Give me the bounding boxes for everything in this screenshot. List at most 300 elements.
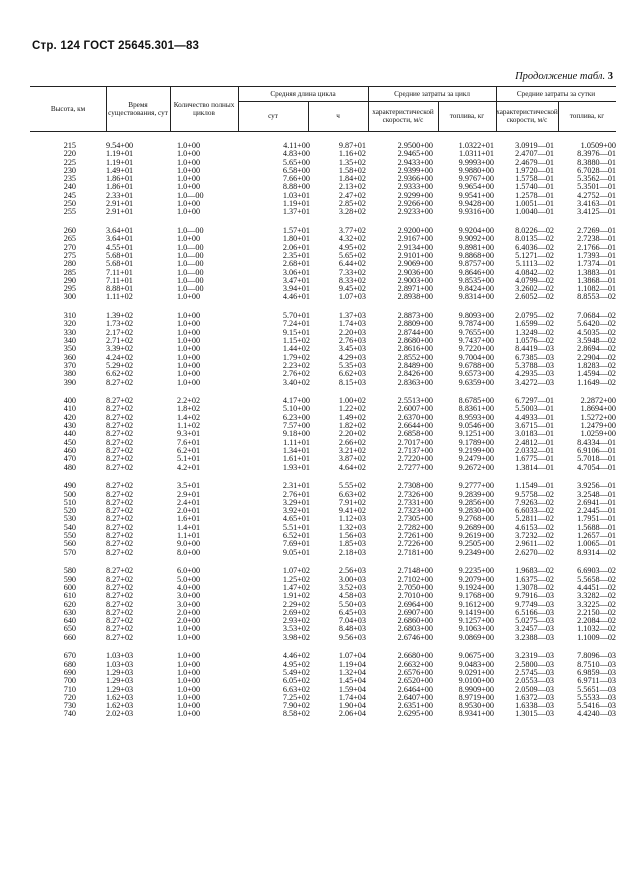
cell-time: 1.19+01 [106,149,134,159]
cell-fuel-daily: 2.6941—01 [577,497,616,507]
cell-time: 3.39+02 [106,344,134,354]
cell-cycles: 1.0+00 [177,199,201,209]
cell-fuel: 9.0291+00 [458,667,494,677]
cell-fuel-daily: 1.8283—02 [577,360,616,370]
cell-fuel-daily: 1.1009—02 [577,632,616,642]
cell-time: 8.27+02 [106,582,134,592]
cell-time: 1.39+02 [106,311,134,321]
cell-cycles: 5.0+00 [177,574,201,584]
cell-hours: 2.66+02 [338,437,366,447]
cell-fuel-daily: 8.9314—02 [577,547,616,557]
cell-char-speed-daily: 1.2578—01 [515,190,554,200]
cell-height: 360 [63,352,76,362]
cell-fuel-daily: 3.9256—01 [577,481,616,491]
cell-height: 660 [63,632,76,642]
cell-char-speed: 2.6407+00 [397,692,433,702]
cell-cycles: 9.0+00 [177,539,201,549]
cell-cycles: 1.0+00 [177,352,201,362]
cell-char-speed-daily: 2.6270—02 [515,547,554,557]
cell-fuel-daily: 1.8694+00 [580,404,616,414]
cell-time: 2.17+02 [106,327,134,337]
cell-time: 2.33+01 [106,190,134,200]
table-row [30,293,616,301]
cell-fuel: 9.9880+00 [458,165,494,175]
cell-fuel: 9.1251+00 [458,429,494,439]
cell-height: 390 [63,377,76,387]
cell-char-speed-daily: 3.2602—02 [515,284,554,294]
cell-height: 540 [63,522,76,532]
cell-char-speed: 2.6007+00 [397,404,433,414]
cell-cycles: 1.0+00 [177,676,201,686]
cell-time: 8.27+02 [106,591,134,601]
cell-hours: 5.55+02 [338,481,366,491]
cell-hours: 8.33+02 [338,275,366,285]
cell-fuel: 9.2777+00 [458,481,494,491]
cell-height: 470 [63,454,76,464]
cell-cycles: 3.0+00 [177,591,201,601]
cell-fuel-daily: 5.3501—01 [577,182,616,192]
cell-char-speed: 2.6632+00 [397,659,433,669]
divider [238,87,239,131]
cell-cycles: 1.0+00 [177,377,201,387]
column-header-cycle-costs: Средние затраты за цикл [394,90,470,98]
cell-hours: 1.19+04 [338,659,366,669]
cell-days: 2.35+01 [282,250,310,260]
cell-char-speed-daily: 6.7297—01 [515,396,554,406]
cell-height: 310 [63,311,76,321]
divider [170,87,171,131]
cell-height: 730 [63,701,76,711]
cell-time: 8.27+02 [106,412,134,422]
column-header-hours: ч [336,112,340,120]
cell-fuel-daily: 4.5035—02 [577,327,616,337]
cell-char-speed-daily: 8.4419—03 [515,344,554,354]
cell-cycles: 1.0+00 [177,141,201,150]
cell-height: 330 [63,327,76,337]
cell-fuel-daily: 1.1082—01 [577,284,616,294]
cell-char-speed: 2.9200+00 [397,226,433,236]
cell-height: 280 [63,259,76,269]
cell-hours: 4.58+03 [338,591,366,601]
cell-time: 1.29+03 [106,667,134,677]
cell-cycles: 1.0+00 [177,234,201,244]
cell-cycles: 1.0+00 [177,692,201,702]
cell-fuel-daily: 5.5651—03 [577,684,616,694]
cell-cycles: 1.0+00 [177,632,201,642]
cell-cycles: 1.0+00 [177,165,201,175]
cell-days: 2.23+02 [282,360,310,370]
cell-char-speed-daily: 6.4036—02 [515,242,554,252]
cell-fuel: 9.0100+00 [458,676,494,686]
row-group [30,312,616,387]
cell-fuel-daily: 2.2150—02 [577,607,616,617]
cell-height: 340 [63,336,76,346]
cell-fuel-daily: 3.2548—01 [577,489,616,499]
cell-fuel: 9.2349+00 [458,547,494,557]
cell-fuel-daily: 1.3868—01 [577,275,616,285]
cell-char-speed: 2.6520+00 [397,676,433,686]
cell-fuel: 9.0675+00 [458,651,494,661]
cell-char-speed-daily: 5.0275—03 [515,616,554,626]
cell-days: 1.61+01 [282,454,310,464]
cell-fuel-daily: 2.2445—01 [577,506,616,516]
cell-fuel: 9.2235+00 [458,566,494,576]
cell-char-speed: 2.8363+00 [397,377,433,387]
cell-days: 6.58+00 [282,165,310,175]
cell-height: 580 [63,566,76,576]
cell-cycles: 4.2+01 [177,462,201,472]
cell-days: 1.80+01 [282,234,310,244]
cell-char-speed: 2.6295+00 [397,709,433,719]
cell-time: 7.11+01 [106,275,133,285]
column-header-cycles: Количество полных циклов [173,101,235,117]
cell-height: 220 [63,149,76,159]
cell-fuel-daily: 5.7018—01 [577,454,616,464]
cell-hours: 5.65+02 [338,250,366,260]
column-header-time: Время существования, сут [108,101,168,117]
cell-char-speed: 2.9465+00 [397,149,433,159]
cell-char-speed: 2.7010+00 [397,591,433,601]
cell-char-speed: 2.7102+00 [397,574,433,584]
cell-char-speed-daily: 9.5758—02 [515,489,554,499]
cell-char-speed: 2.9366+00 [397,174,433,184]
cell-cycles: 1.0+00 [177,319,201,329]
cell-hours: 9.41+02 [338,506,366,516]
cell-hours: 1.12+03 [338,514,366,524]
cell-cycles: 1.0+00 [177,207,201,217]
cell-days: 1.15+02 [282,336,310,346]
cell-height: 600 [63,582,76,592]
cell-height: 460 [63,445,76,455]
cell-fuel-daily: 1.3883—01 [577,267,616,277]
cell-char-speed: 2.8971+00 [397,284,433,294]
cell-fuel-daily: 8.3976—01 [577,149,616,159]
cell-char-speed: 2.7220+00 [397,454,433,464]
cell-char-speed-daily: 6.7385—03 [515,352,554,362]
cell-days: 4.65+01 [282,514,310,524]
cell-fuel: 9.9316+00 [458,207,494,217]
cell-height: 640 [63,616,76,626]
cell-cycles: 1.0+00 [177,659,201,669]
cell-hours: 7.91+02 [338,497,366,507]
cell-char-speed: 2.9233+00 [397,207,433,217]
column-header-char-speed: характеристической скорости, м/с [372,108,434,124]
cell-fuel: 9.1257+00 [458,616,494,626]
cell-hours: 7.33+02 [338,267,366,277]
cell-cycles: 1.0—00 [177,267,204,277]
cell-fuel: 9.1789+00 [458,437,494,447]
cell-fuel: 9.8868+00 [458,250,494,260]
cell-fuel-daily: 5.5416—03 [577,701,616,711]
cell-time: 8.27+02 [106,454,134,464]
cell-char-speed: 2.9500+00 [397,141,433,150]
cell-fuel: 9.2839+00 [458,489,494,499]
cell-time: 1.73+02 [106,319,134,329]
cell-char-speed: 2.9003+00 [397,275,433,285]
cell-char-speed-daily: 8.0135—02 [515,234,554,244]
cell-time: 2.02+03 [106,709,134,719]
cell-hours: 4.32+02 [338,234,366,244]
cell-cycles: 1.0+00 [177,336,201,346]
cell-days: 9.15+01 [282,327,310,337]
cell-hours: 6.63+02 [338,489,366,499]
cell-height: 610 [63,591,76,601]
cell-char-speed-daily: 4.2935—03 [515,369,554,379]
cell-hours: 6.44+02 [338,259,366,269]
cell-cycles: 1.0+00 [177,651,201,661]
cell-height: 300 [63,292,76,302]
cell-cycles: 1.0+00 [177,292,201,302]
cell-hours: 9.56+03 [338,632,366,642]
cell-char-speed-daily: 4.0799—02 [515,275,554,285]
cell-hours: 9.45+02 [338,284,366,294]
cell-char-speed: 2.7326+00 [397,489,433,499]
cell-fuel-daily: 5.5533—03 [577,692,616,702]
cell-hours: 2.20+03 [338,327,366,337]
cell-fuel-daily: 4.4240—03 [577,709,616,719]
cell-char-speed: 2.7277+00 [397,462,433,472]
table-row [30,634,616,642]
cell-time: 8.27+02 [106,481,134,491]
cell-time: 1.86+01 [106,174,134,184]
cell-days: 4.11+00 [283,141,310,150]
cell-cycles: 1.0+00 [177,344,201,354]
cell-hours: 3.87+02 [338,454,366,464]
cell-fuel-daily: 1.4594—02 [577,369,616,379]
cell-hours: 1.85+03 [338,539,366,549]
cell-fuel-daily: 1.7374—01 [577,259,616,269]
cell-fuel-daily: 5.3562—01 [577,174,616,184]
cell-height: 250 [63,199,76,209]
cell-hours: 1.37+03 [338,311,366,321]
cell-hours: 3.00+03 [338,574,366,584]
cell-hours: 1.82+02 [338,421,366,431]
cell-cycles: 9.3+01 [177,429,201,439]
cell-char-speed-daily: 5.2811—02 [515,514,554,524]
cell-days: 2.69+02 [282,607,310,617]
cell-hours: 4.29+03 [338,352,366,362]
cell-days: 1.19+01 [282,199,310,209]
cell-char-speed-daily: 1.5758—01 [515,174,554,184]
cell-hours: 2.13+02 [338,182,366,192]
cell-hours: 2.76+03 [338,336,366,346]
divider [438,101,439,131]
cell-height: 700 [63,676,76,686]
cell-days: 1.79+02 [282,352,310,362]
cell-char-speed: 2.7148+00 [397,566,433,576]
cell-hours: 1.32+03 [338,522,366,532]
cell-hours: 8.48+03 [338,624,366,634]
cell-days: 1.47+02 [282,582,310,592]
cell-hours: 2.20+02 [338,429,366,439]
cell-time: 8.27+02 [106,607,134,617]
cell-char-speed-daily: 4.6153—02 [515,522,554,532]
cell-time: 9.54+00 [106,141,134,150]
cell-height: 400 [63,396,76,406]
cell-fuel: 9.7437+00 [458,336,494,346]
cell-height: 260 [63,226,76,236]
cell-char-speed: 2.8873+00 [397,311,433,321]
cell-days: 1.11+01 [283,437,310,447]
cell-hours: 1.45+04 [338,676,366,686]
cell-hours: 2.18+03 [338,547,366,557]
cell-char-speed-daily: 1.6599—02 [515,319,554,329]
cell-fuel-daily: 1.2479+00 [580,421,616,431]
cell-height: 520 [63,506,76,516]
cell-fuel-daily: 1.0259+00 [580,429,616,439]
cell-height: 630 [63,607,76,617]
cell-hours: 1.35+02 [338,157,366,167]
cell-days: 6.05+02 [282,676,310,686]
cell-cycles: 3.0+00 [177,599,201,609]
cell-fuel-daily: 2.7238—01 [577,234,616,244]
cell-char-speed: 2.6576+00 [397,667,433,677]
cell-char-speed-daily: 6.5166—03 [515,607,554,617]
cell-hours: 1.74+04 [338,692,366,702]
cell-height: 225 [63,157,76,167]
row-group [30,397,616,472]
cell-fuel: 9.1924+00 [458,582,494,592]
cell-fuel-daily: 4.4451—02 [577,582,616,592]
cell-time: 8.27+02 [106,574,134,584]
cell-char-speed-daily: 2.4679—01 [515,157,554,167]
cell-height: 740 [63,709,76,719]
cell-height: 320 [63,319,76,329]
cell-cycles: 2.9+01 [177,489,201,499]
cell-hours: 1.84+02 [338,174,366,184]
cell-hours: 9.87+01 [338,141,366,150]
cell-time: 4.24+02 [106,352,134,362]
cell-cycles: 1.1+01 [177,531,201,541]
cell-time: 1.62+03 [106,701,134,711]
cell-hours: 2.56+03 [338,566,366,576]
cell-char-speed-daily: 9.7749—03 [515,599,554,609]
cell-char-speed: 2.7017+00 [397,437,433,447]
cell-time: 6.62+02 [106,369,134,379]
cell-fuel: 9.6359+00 [458,377,494,387]
cell-fuel: 9.8424+00 [458,284,494,294]
cell-days: 8.88+00 [282,182,310,192]
cell-days: 7.24+01 [282,319,310,329]
cell-fuel-daily: 6.6903—02 [577,566,616,576]
cell-hours: 7.04+03 [338,616,366,626]
cell-cycles: 1.0—00 [177,190,204,200]
cell-char-speed-daily: 1.0040—01 [515,207,554,217]
cell-hours: 1.16+02 [338,149,366,159]
cell-char-speed: 2.7137+00 [397,445,433,455]
cell-char-speed: 2.6858+00 [397,429,433,439]
cell-time: 5.68+01 [106,259,134,269]
cell-time: 1.62+03 [106,692,134,702]
cell-char-speed-daily: 2.5745—03 [515,667,554,677]
cell-days: 7.90+02 [282,701,310,711]
cell-fuel-daily: 1.2657—01 [577,531,616,541]
cell-cycles: 1.0+00 [177,182,201,192]
cell-time: 8.27+02 [106,599,134,609]
cell-time: 3.64+01 [106,226,134,236]
row-group [30,227,616,302]
cell-days: 1.44+02 [282,344,310,354]
cell-char-speed-daily: 2.0553—03 [515,676,554,686]
cell-fuel-daily: 6.7028—01 [577,165,616,175]
cell-days: 9.18+00 [282,429,310,439]
cell-char-speed: 2.8426+00 [397,369,433,379]
cell-height: 650 [63,624,76,634]
cell-days: 1.37+01 [282,207,310,217]
cell-cycles: 1.0—00 [177,275,204,285]
cell-fuel-daily: 2.2904—02 [577,352,616,362]
cell-char-speed-daily: 3.7232—02 [515,531,554,541]
cell-fuel-daily: 6.9711—03 [577,676,616,686]
cell-fuel: 9.2619+00 [458,531,494,541]
cell-char-speed: 2.9101+00 [397,250,433,260]
cell-fuel: 8.8361+00 [458,404,494,414]
cell-hours: 3.45+03 [338,344,366,354]
cell-height: 295 [63,284,76,294]
cell-days: 3.06+01 [282,267,310,277]
cell-char-speed-daily: 9.7916—03 [515,591,554,601]
table-body [30,142,616,729]
cell-char-speed-daily: 3.4272—03 [515,377,554,387]
table-continuation: Продолжение табл. 3 [515,71,613,82]
cell-time: 5.29+02 [106,360,134,370]
cell-hours: 1.59+04 [338,684,366,694]
cell-hours: 1.58+02 [338,165,366,175]
cell-time: 8.27+02 [106,421,134,431]
cell-time: 8.27+02 [106,566,134,576]
cell-height: 420 [63,412,76,422]
cell-hours: 5.50+03 [338,599,366,609]
row-group [30,142,616,217]
cell-hours: 3.21+02 [338,445,366,455]
cell-fuel: 9.9428+00 [458,199,494,209]
cell-cycles: 1.0+00 [177,709,201,719]
cell-fuel: 8.9341+00 [458,709,494,719]
cell-fuel-daily: 3.4125—01 [577,207,616,217]
cell-days: 2.68+01 [282,259,310,269]
cell-char-speed: 2.6746+00 [397,632,433,642]
cell-days: 2.31+01 [282,481,310,491]
cell-time: 1.03+03 [106,659,134,669]
cell-cycles: 2.0+01 [177,506,201,516]
divider [106,87,107,131]
cell-fuel: 9.8646+00 [458,267,494,277]
cell-cycles: 1.4+02 [177,412,201,422]
cell-hours: 5.35+03 [338,360,366,370]
cell-fuel-daily: 8.3880—01 [577,157,616,167]
cell-height: 285 [63,267,76,277]
cell-fuel: 9.8093+00 [458,311,494,321]
cell-days: 4.46+02 [282,651,310,661]
column-header-char-speed-daily: характеристической скорости, м/с [496,108,558,124]
table-row [30,379,616,387]
cell-char-speed: 2.8744+00 [397,327,433,337]
cell-char-speed-daily: 1.0576—02 [515,336,554,346]
cell-char-speed: 2.5513+00 [397,396,433,406]
cell-days: 2.93+02 [282,616,310,626]
cell-hours: 2.85+02 [338,199,366,209]
cell-char-speed-daily: 2.6052—02 [515,292,554,302]
cell-hours: 8.15+03 [338,377,366,387]
column-header-fuel: топлива, кг [449,112,485,120]
cell-fuel-daily: 2.2084—02 [577,616,616,626]
cell-cycles: 2.4+01 [177,497,201,507]
table-header [30,86,616,132]
cell-fuel: 9.9541+00 [458,190,494,200]
cell-time: 8.27+02 [106,547,134,557]
cell-time: 8.27+02 [106,514,134,524]
cell-height: 230 [63,165,76,175]
